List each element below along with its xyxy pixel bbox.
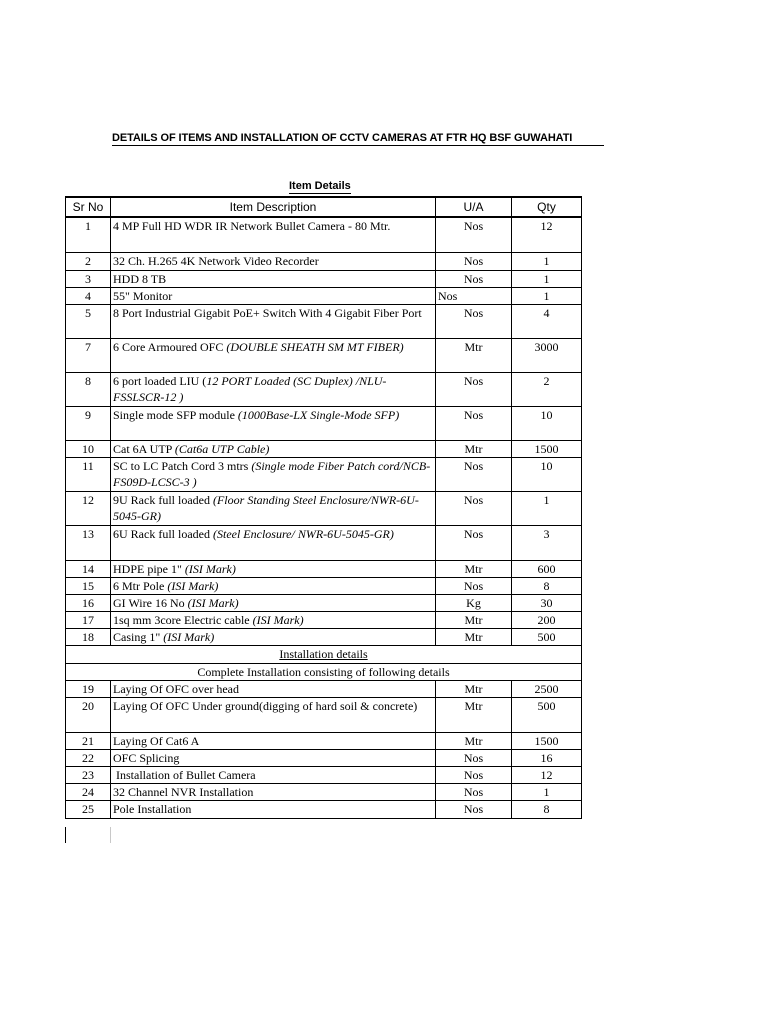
table-row	[66, 594, 582, 611]
desc-text: GI Wire 16 No	[113, 595, 188, 610]
row-description	[111, 304, 436, 338]
header-qty: Qty	[512, 197, 582, 217]
row-sr: 11	[66, 457, 111, 491]
row-unit: Mtr	[436, 440, 512, 457]
row-unit: Mtr	[436, 338, 512, 372]
row-sr: 17	[66, 611, 111, 628]
row-sr: 7	[66, 338, 111, 372]
row-qty: 10	[512, 457, 582, 491]
table-row	[66, 628, 582, 645]
row-description	[111, 287, 436, 304]
row-sr: 4	[66, 287, 111, 304]
table-row	[66, 800, 582, 818]
row-qty: 500	[512, 697, 582, 732]
row-qty: 16	[512, 749, 582, 766]
desc-italic: (Cat6a UTP Cable)	[174, 441, 270, 456]
row-sr: 20	[66, 697, 111, 732]
row-unit: Nos	[436, 525, 512, 560]
desc-italic: (ISI Mark)	[163, 629, 215, 644]
table-row	[66, 732, 582, 749]
row-sr: 16	[66, 594, 111, 611]
table-row	[66, 304, 582, 338]
header-unit: U/A	[436, 197, 512, 217]
desc-text: 4 MP Full HD WDR IR Network Bullet Camera - 80 Mtr.	[113, 219, 391, 233]
row-description: Pole Installation	[111, 800, 436, 818]
row-sr: 22	[66, 749, 111, 766]
row-description	[111, 611, 436, 628]
row-sr: 23	[66, 766, 111, 783]
row-sr: 10	[66, 440, 111, 457]
row-unit: Nos	[436, 577, 512, 594]
table-row	[66, 338, 582, 372]
row-description	[111, 338, 436, 372]
desc-italic: (ISI Mark)	[187, 595, 239, 610]
document-title: DETAILS OF ITEMS AND INSTALLATION OF CCTV CAMERAS AT FTR HQ BSF GUWAHATI	[112, 131, 604, 146]
desc-text: Single mode SFP module	[113, 407, 238, 422]
row-unit: Nos	[436, 287, 512, 304]
row-qty: 8	[512, 577, 582, 594]
desc-text: 6 Core Armoured OFC	[113, 339, 227, 354]
table-row	[66, 491, 582, 525]
desc-italic: (Floor Standing Steel Enclosure/NWR-6U-5045-GR)	[113, 492, 419, 523]
table-row	[66, 525, 582, 560]
row-unit: Mtr	[436, 611, 512, 628]
row-unit: Nos	[436, 800, 512, 818]
row-description	[111, 440, 436, 457]
row-description	[111, 628, 436, 645]
row-description: Laying Of OFC over head	[111, 680, 436, 697]
desc-text: 9U Rack full loaded	[113, 492, 213, 507]
table-row	[66, 680, 582, 697]
table-row	[66, 406, 582, 440]
installation-subheading-row	[66, 663, 582, 680]
row-unit: Nos	[436, 372, 512, 406]
row-unit: Nos	[436, 304, 512, 338]
row-qty: 1	[512, 491, 582, 525]
table-row	[66, 783, 582, 800]
table-gridline	[110, 827, 111, 843]
row-qty: 3000	[512, 338, 582, 372]
table-row	[66, 749, 582, 766]
row-unit: Nos	[436, 252, 512, 270]
items-table	[65, 196, 582, 819]
table-row	[66, 766, 582, 783]
desc-italic: 12 PORT Loaded (SC Duplex) /NLU-FSSLSCR-12 )	[113, 373, 387, 404]
table-row	[66, 611, 582, 628]
row-sr: 1	[66, 217, 111, 252]
desc-text: 8 Port Industrial Gigabit PoE+ Switch With 4 Gigabit Fiber Port	[113, 305, 422, 320]
row-sr: 5	[66, 304, 111, 338]
row-qty: 1500	[512, 732, 582, 749]
row-unit: Mtr	[436, 697, 512, 732]
row-unit: Nos	[436, 217, 512, 252]
row-description	[111, 560, 436, 577]
row-description	[111, 525, 436, 560]
row-description	[111, 594, 436, 611]
row-sr: 14	[66, 560, 111, 577]
row-unit: Mtr	[436, 732, 512, 749]
table-row	[66, 457, 582, 491]
row-sr: 24	[66, 783, 111, 800]
row-qty: 1	[512, 783, 582, 800]
desc-text: Cat 6A UTP	[113, 441, 175, 456]
row-sr: 18	[66, 628, 111, 645]
row-description: Installation of Bullet Camera	[111, 766, 436, 783]
desc-text: SC to LC Patch Cord 3 mtrs	[113, 458, 252, 473]
desc-text: 6U Rack full loaded	[113, 526, 213, 541]
desc-italic: (1000Base-LX Single-Mode SFP)	[237, 407, 400, 422]
row-unit: Nos	[436, 783, 512, 800]
row-sr: 3	[66, 270, 111, 287]
desc-text: HDD 8 TB	[113, 271, 167, 286]
row-description	[111, 372, 436, 406]
desc-italic: (DOUBLE SHEATH SM MT FIBER)	[226, 339, 404, 354]
row-sr: 25	[66, 800, 111, 818]
table-row	[66, 287, 582, 304]
row-description	[111, 457, 436, 491]
desc-italic: (ISI Mark)	[252, 612, 304, 627]
desc-text: Casing 1"	[113, 629, 164, 644]
installation-heading-row	[66, 645, 582, 663]
desc-italic: (Steel Enclosure/ NWR-6U-5045-GR)	[212, 526, 394, 541]
table-header-row	[66, 197, 582, 217]
desc-italic: (ISI Mark)	[167, 578, 219, 593]
row-qty: 500	[512, 628, 582, 645]
table-row	[66, 252, 582, 270]
row-unit: Nos	[436, 491, 512, 525]
row-unit: Nos	[436, 766, 512, 783]
row-qty: 8	[512, 800, 582, 818]
row-description: OFC Splicing	[111, 749, 436, 766]
desc-text: 55" Monitor	[113, 288, 173, 303]
desc-italic: (Single mode Fiber Patch cord/NCB-FS09D-LCSC-3 )	[113, 458, 431, 489]
row-unit: Nos	[436, 406, 512, 440]
table-row	[66, 577, 582, 594]
row-qty: 3	[512, 525, 582, 560]
row-qty: 1	[512, 287, 582, 304]
row-qty: 2500	[512, 680, 582, 697]
header-item-description: Item Description	[111, 197, 436, 217]
table-edge-line	[65, 827, 66, 843]
row-description	[111, 577, 436, 594]
row-sr: 15	[66, 577, 111, 594]
row-sr: 2	[66, 252, 111, 270]
row-description	[111, 270, 436, 287]
row-description	[111, 252, 436, 270]
table-row	[66, 697, 582, 732]
row-qty: 4	[512, 304, 582, 338]
desc-text: 32 Ch. H.265 4K Network Video Recorder	[113, 253, 319, 268]
row-description	[111, 406, 436, 440]
row-sr: 9	[66, 406, 111, 440]
row-unit: Nos	[436, 270, 512, 287]
desc-text: 6 port loaded LIU (	[113, 373, 207, 388]
table-row	[66, 270, 582, 287]
table-row	[66, 440, 582, 457]
installation-heading: Installation details	[66, 645, 582, 663]
row-sr: 8	[66, 372, 111, 406]
row-description	[111, 217, 436, 252]
row-sr: 21	[66, 732, 111, 749]
desc-text: HDPE pipe 1"	[113, 561, 185, 576]
row-qty: 12	[512, 766, 582, 783]
row-description: Laying Of OFC Under ground(digging of hard soil & concrete)	[111, 697, 436, 732]
row-unit: Mtr	[436, 680, 512, 697]
row-qty: 1500	[512, 440, 582, 457]
row-description	[111, 491, 436, 525]
desc-italic: (ISI Mark)	[184, 561, 236, 576]
row-sr: 19	[66, 680, 111, 697]
table-row	[66, 372, 582, 406]
row-qty: 1	[512, 270, 582, 287]
row-unit: Nos	[436, 457, 512, 491]
row-qty: 600	[512, 560, 582, 577]
row-qty: 1	[512, 252, 582, 270]
row-unit: Mtr	[436, 628, 512, 645]
row-sr: 13	[66, 525, 111, 560]
row-unit: Mtr	[436, 560, 512, 577]
row-qty: 12	[512, 217, 582, 252]
header-sr-no: Sr No	[66, 197, 111, 217]
row-unit: Nos	[436, 749, 512, 766]
row-qty: 30	[512, 594, 582, 611]
row-unit: Kg	[436, 594, 512, 611]
row-qty: 10	[512, 406, 582, 440]
table-row	[66, 560, 582, 577]
section-title: Item Details	[289, 180, 351, 192]
row-sr: 12	[66, 491, 111, 525]
desc-text: 6 Mtr Pole	[113, 578, 168, 593]
row-qty: 200	[512, 611, 582, 628]
row-description: 32 Channel NVR Installation	[111, 783, 436, 800]
desc-text: 1sq mm 3core Electric cable	[113, 612, 253, 627]
table-row	[66, 217, 582, 252]
row-description: Laying Of Cat6 A	[111, 732, 436, 749]
installation-subheading: Complete Installation consisting of following details	[66, 663, 582, 680]
row-qty: 2	[512, 372, 582, 406]
